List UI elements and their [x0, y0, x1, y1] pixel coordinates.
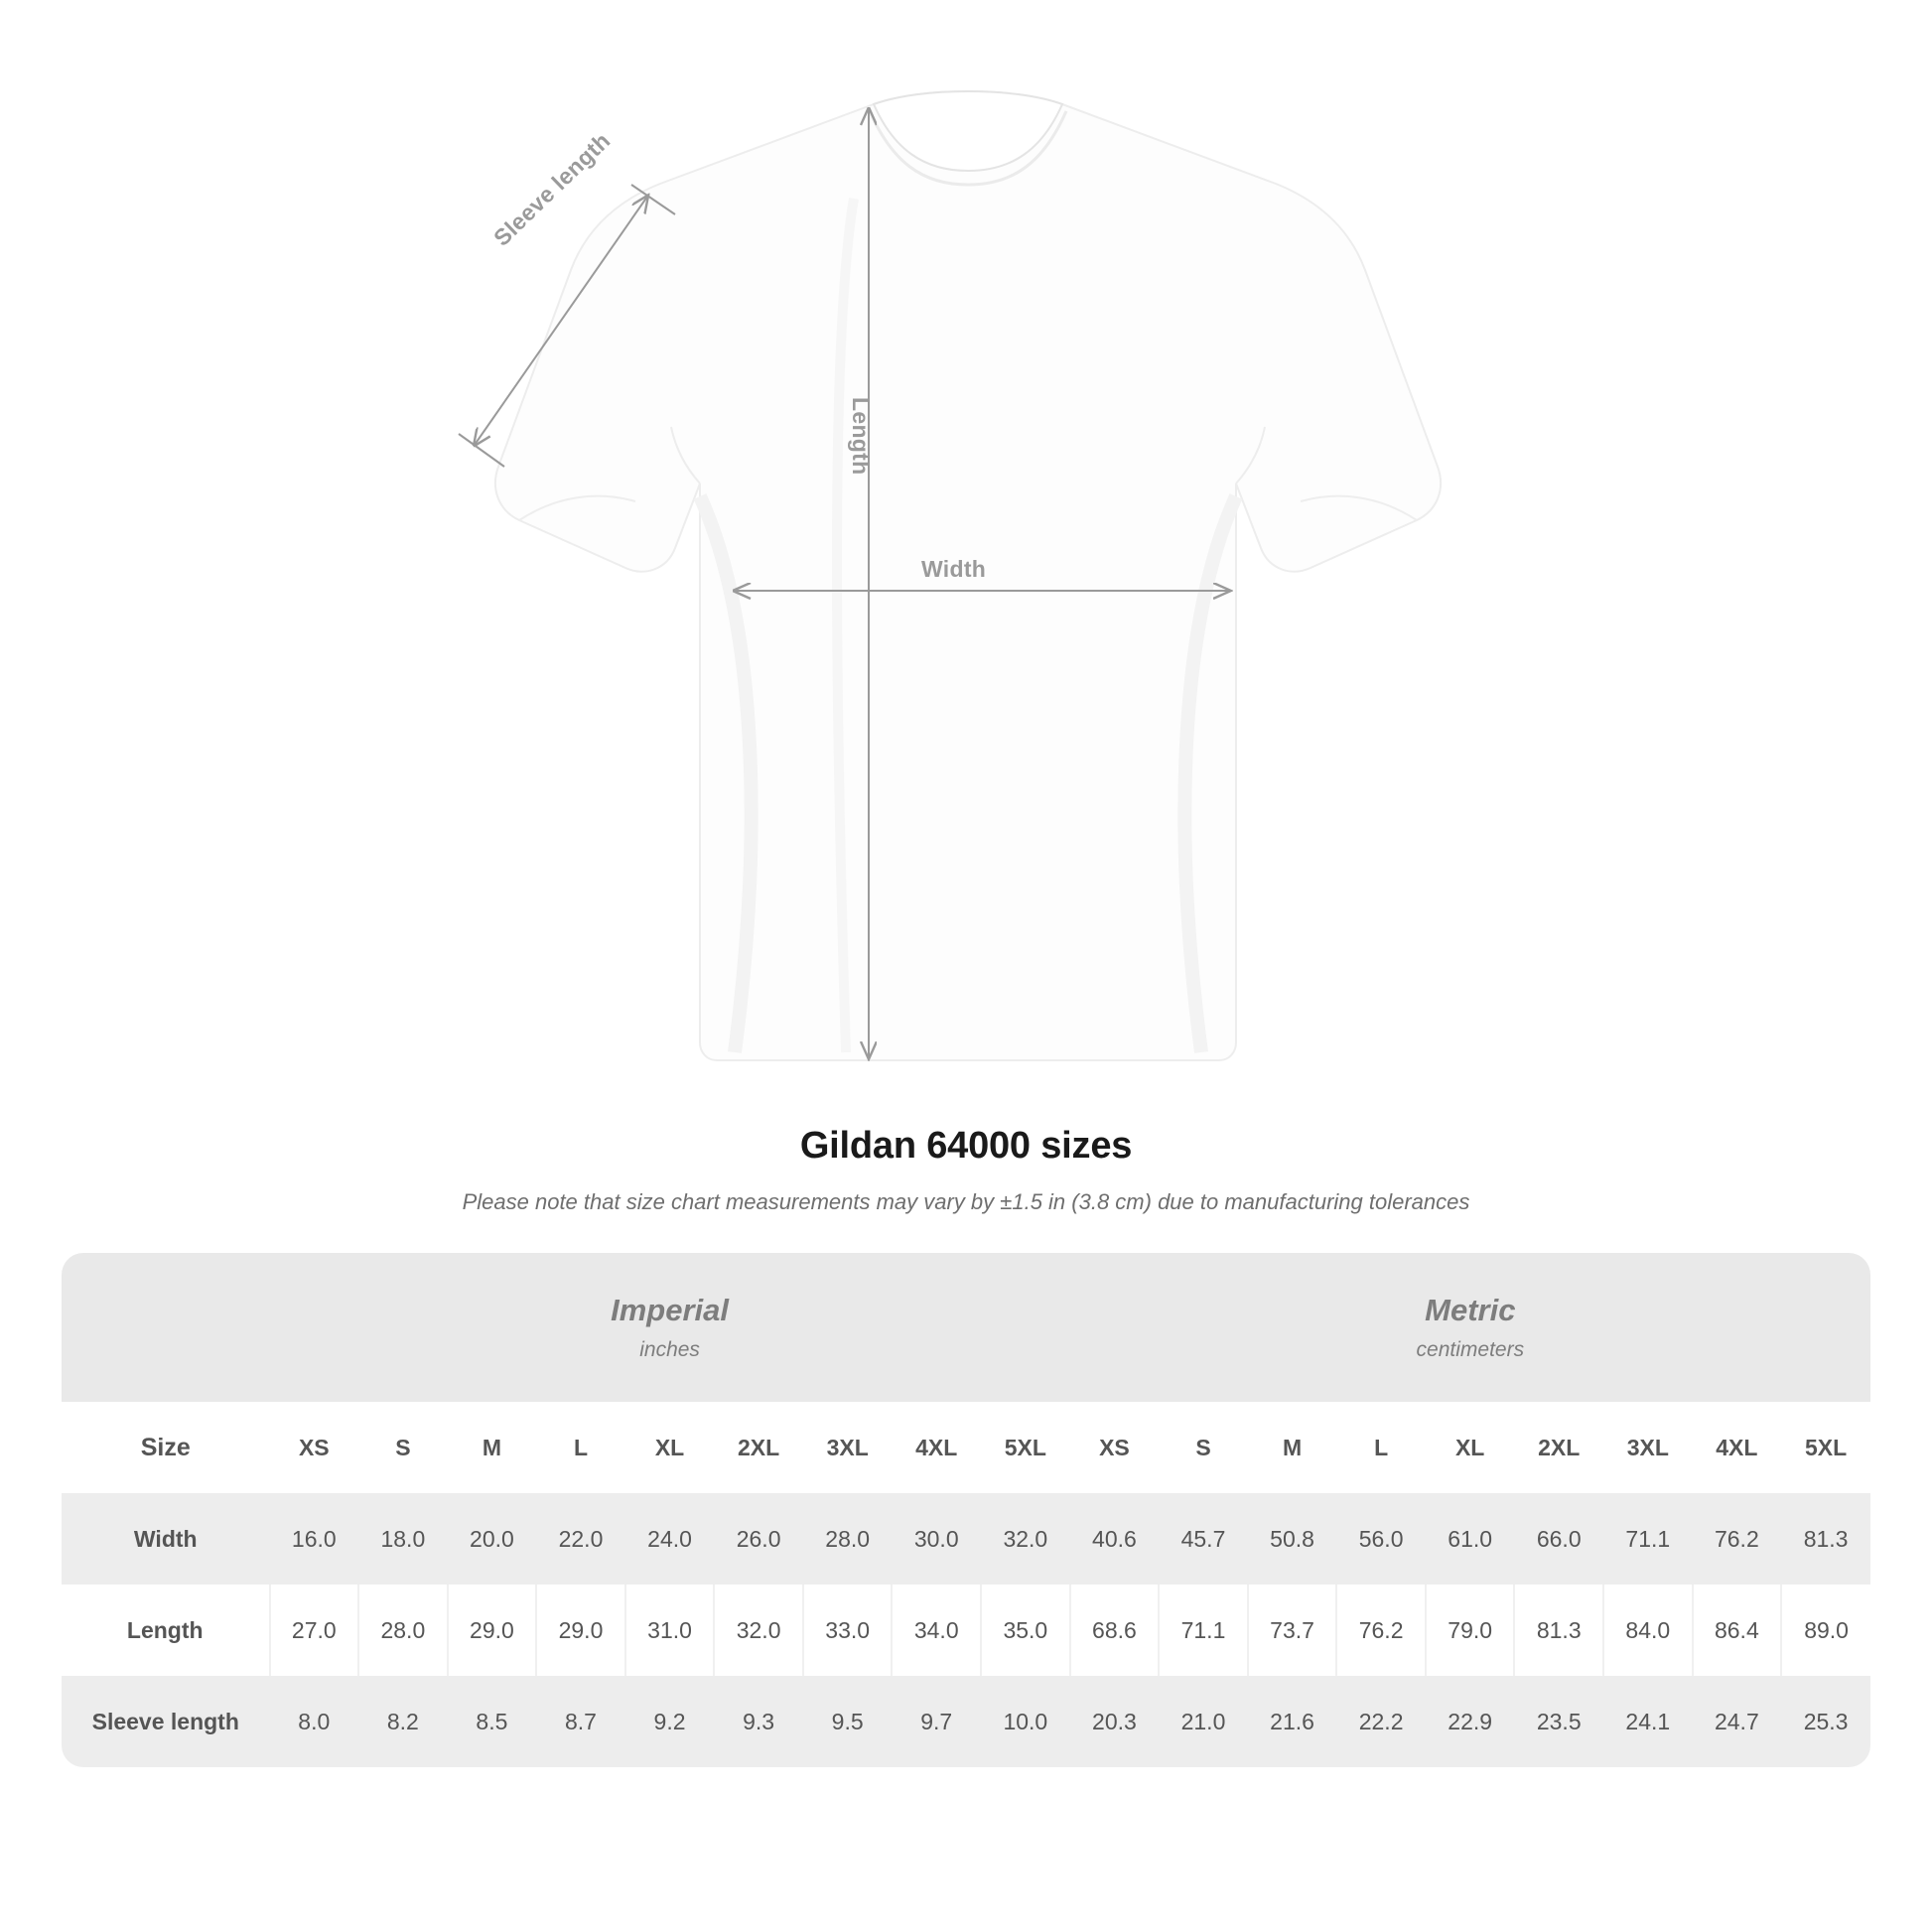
size-corner-label: Size [62, 1402, 270, 1493]
size-header-cell: 3XL [1603, 1402, 1693, 1493]
unit-header-row [62, 1253, 1870, 1402]
table-cell: 8.0 [270, 1676, 359, 1767]
size-table-wrapper [62, 1253, 1870, 1767]
unit-group-metric-name: Metric [1425, 1293, 1516, 1327]
table-cell: 9.3 [714, 1676, 803, 1767]
table-cell: 22.0 [536, 1493, 625, 1585]
size-header-cell: 4XL [1693, 1402, 1782, 1493]
table-cell: 16.0 [270, 1493, 359, 1585]
table-cell: 8.2 [358, 1676, 448, 1767]
table-cell: 8.5 [448, 1676, 537, 1767]
table-cell: 61.0 [1426, 1493, 1515, 1585]
table-cell: 20.0 [448, 1493, 537, 1585]
table-cell: 45.7 [1159, 1493, 1248, 1585]
table-cell: 26.0 [714, 1493, 803, 1585]
table-cell: 24.0 [625, 1493, 715, 1585]
table-cell: 10.0 [981, 1676, 1070, 1767]
table-cell: 50.8 [1248, 1493, 1337, 1585]
size-header-cell: XS [270, 1402, 359, 1493]
table-cell: 68.6 [1070, 1585, 1160, 1676]
table-cell: 32.0 [981, 1493, 1070, 1585]
size-header-cell: S [358, 1402, 448, 1493]
tolerance-note: Please note that size chart measurements may vary by ±1.5 in (3.8 cm) due to manufacturing tolerances [462, 1189, 1470, 1214]
table-cell: 32.0 [714, 1585, 803, 1676]
size-header-cell: XL [625, 1402, 715, 1493]
table-row [62, 1585, 1870, 1676]
table-cell: 35.0 [981, 1585, 1070, 1676]
table-cell: 24.7 [1693, 1676, 1782, 1767]
size-header-cell: S [1159, 1402, 1248, 1493]
row-label: Length [62, 1585, 270, 1676]
row-label: Width [62, 1493, 270, 1585]
table-cell: 18.0 [358, 1493, 448, 1585]
table-cell: 56.0 [1336, 1493, 1426, 1585]
unit-group-imperial-name: Imperial [611, 1293, 730, 1327]
sleeve-guide-cap-bottom [459, 434, 504, 467]
table-cell: 73.7 [1248, 1585, 1337, 1676]
unit-group-imperial-sub: inches [639, 1338, 700, 1361]
table-cell: 29.0 [536, 1585, 625, 1676]
size-header-cell: M [448, 1402, 537, 1493]
length-label: Length [848, 397, 874, 476]
table-cell: 8.7 [536, 1676, 625, 1767]
table-cell: 20.3 [1070, 1676, 1160, 1767]
unit-group-metric [1070, 1253, 1870, 1402]
size-header-cell: 3XL [803, 1402, 893, 1493]
sleeve-length-label: Sleeve length [488, 127, 616, 251]
table-cell: 23.5 [1514, 1676, 1603, 1767]
table-cell: 40.6 [1070, 1493, 1160, 1585]
unit-group-metric-sub: centimeters [1416, 1338, 1525, 1361]
table-cell: 81.3 [1514, 1585, 1603, 1676]
table-cell: 66.0 [1514, 1493, 1603, 1585]
table-cell: 86.4 [1693, 1585, 1782, 1676]
table-cell: 76.2 [1336, 1585, 1426, 1676]
table-cell: 27.0 [270, 1585, 359, 1676]
table-cell: 24.1 [1603, 1676, 1693, 1767]
table-cell: 89.0 [1781, 1585, 1870, 1676]
unit-group-imperial [270, 1253, 1070, 1402]
size-header-cell: XL [1426, 1402, 1515, 1493]
table-cell: 71.1 [1603, 1493, 1693, 1585]
table-cell: 22.2 [1336, 1676, 1426, 1767]
table-cell: 30.0 [892, 1493, 981, 1585]
size-header-cell: L [1336, 1402, 1426, 1493]
size-header-cell: 4XL [892, 1402, 981, 1493]
table-cell: 84.0 [1603, 1585, 1693, 1676]
table-cell: 33.0 [803, 1585, 893, 1676]
page-title: Gildan 64000 sizes [799, 1125, 1133, 1167]
size-header-cell: 5XL [1781, 1402, 1870, 1493]
table-cell: 31.0 [625, 1585, 715, 1676]
size-header-cell: L [536, 1402, 625, 1493]
title-block [0, 1125, 1932, 1215]
table-cell: 9.5 [803, 1676, 893, 1767]
table-cell: 9.2 [625, 1676, 715, 1767]
table-cell: 25.3 [1781, 1676, 1870, 1767]
table-cell: 29.0 [448, 1585, 537, 1676]
size-header-cell: XS [1070, 1402, 1160, 1493]
table-cell: 71.1 [1159, 1585, 1248, 1676]
table-cell: 34.0 [892, 1585, 981, 1676]
width-label: Width [921, 556, 987, 582]
size-header-cell: M [1248, 1402, 1337, 1493]
table-cell: 76.2 [1693, 1493, 1782, 1585]
table-row [62, 1493, 1870, 1585]
table-cell: 28.0 [803, 1493, 893, 1585]
table-cell: 22.9 [1426, 1676, 1515, 1767]
size-header-row [62, 1402, 1870, 1493]
size-table [62, 1253, 1870, 1767]
size-header-cell: 2XL [714, 1402, 803, 1493]
size-header-cell: 5XL [981, 1402, 1070, 1493]
unit-corner-cell [62, 1253, 270, 1402]
size-header-cell: 2XL [1514, 1402, 1603, 1493]
table-cell: 9.7 [892, 1676, 981, 1767]
table-row [62, 1676, 1870, 1767]
table-cell: 21.6 [1248, 1676, 1337, 1767]
table-cell: 28.0 [358, 1585, 448, 1676]
row-label: Sleeve length [62, 1676, 270, 1767]
table-cell: 81.3 [1781, 1493, 1870, 1585]
table-cell: 79.0 [1426, 1585, 1515, 1676]
table-cell: 21.0 [1159, 1676, 1248, 1767]
